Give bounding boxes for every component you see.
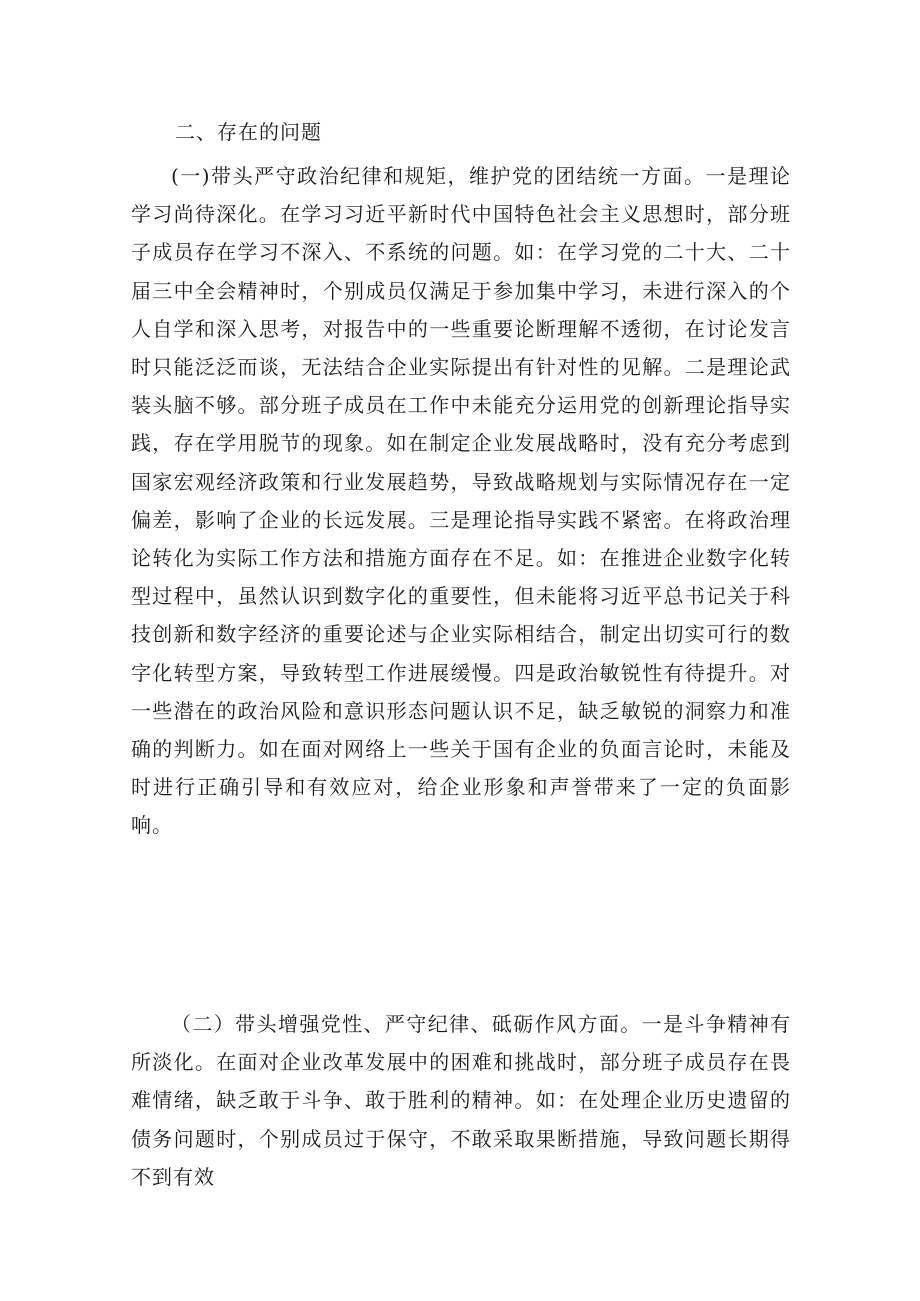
section-heading: 二、存在的问题 bbox=[175, 120, 322, 144]
paragraph-political-discipline: (一)带头严守政治纪律和规矩，维护党的团结统一方面。一是理论学习尚待深化。在学习习近平新时代中国特色社会主义思想时，部分班子成员存在学习不深入、不系统的问题。如：在学习党的二十大、二十届三中全会精神时，个别成员仅满足于参加集中学习，未进行深入的个人自学和深入思考，对报告中的一些重要论断理解不透彻，在讨论发言时只能泛泛而谈，无法结合企业实际提出有针对性的见解。二是理论武装头脑不够。部分班子成员在工作中未能充分运用党的创新理论指导实践，存在学用脱节的现象。如在制定企业发展战略时，没有充分考虑到国家宏观经济政策和行业发展趋势，导致战略规划与实际情况存在一定偏差，影响了企业的长远发展。三是理论指导实践不紧密。在将政治理论转化为实际工作方法和措施方面存在不足。如：在推进企业数字化转型过程中，虽然认识到数字化的重要性，但未能将习近平总书记关于科技创新和数字经济的重要论述与企业实际相结合，制定出切实可行的数字化转型方案，导致转型工作进展缓慢。四是政治敏锐性有待提升。对一些潜在的政治风险和意识形态问题认识不足，缺乏敏锐的洞察力和准确的判断力。如在面对网络上一些关于国有企业的负面言论时，未能及时进行正确引导和有效应对，给企业形象和声誉带来了一定的负面影响。 bbox=[131, 164, 791, 838]
paragraph-party-spirit: （二）带头增强党性、严守纪律、砥砺作风方面。一是斗争精神有所淡化。在面对企业改革发展中的困难和挑战时，部分班子成员存在畏难情绪，缺乏敢于斗争、敢于胜利的精神。如：在处理企业历史遗留的债务问题时，个别成员过于保守，不敢采取果断措施，导致问题长期得不到有效 bbox=[131, 1012, 791, 1189]
